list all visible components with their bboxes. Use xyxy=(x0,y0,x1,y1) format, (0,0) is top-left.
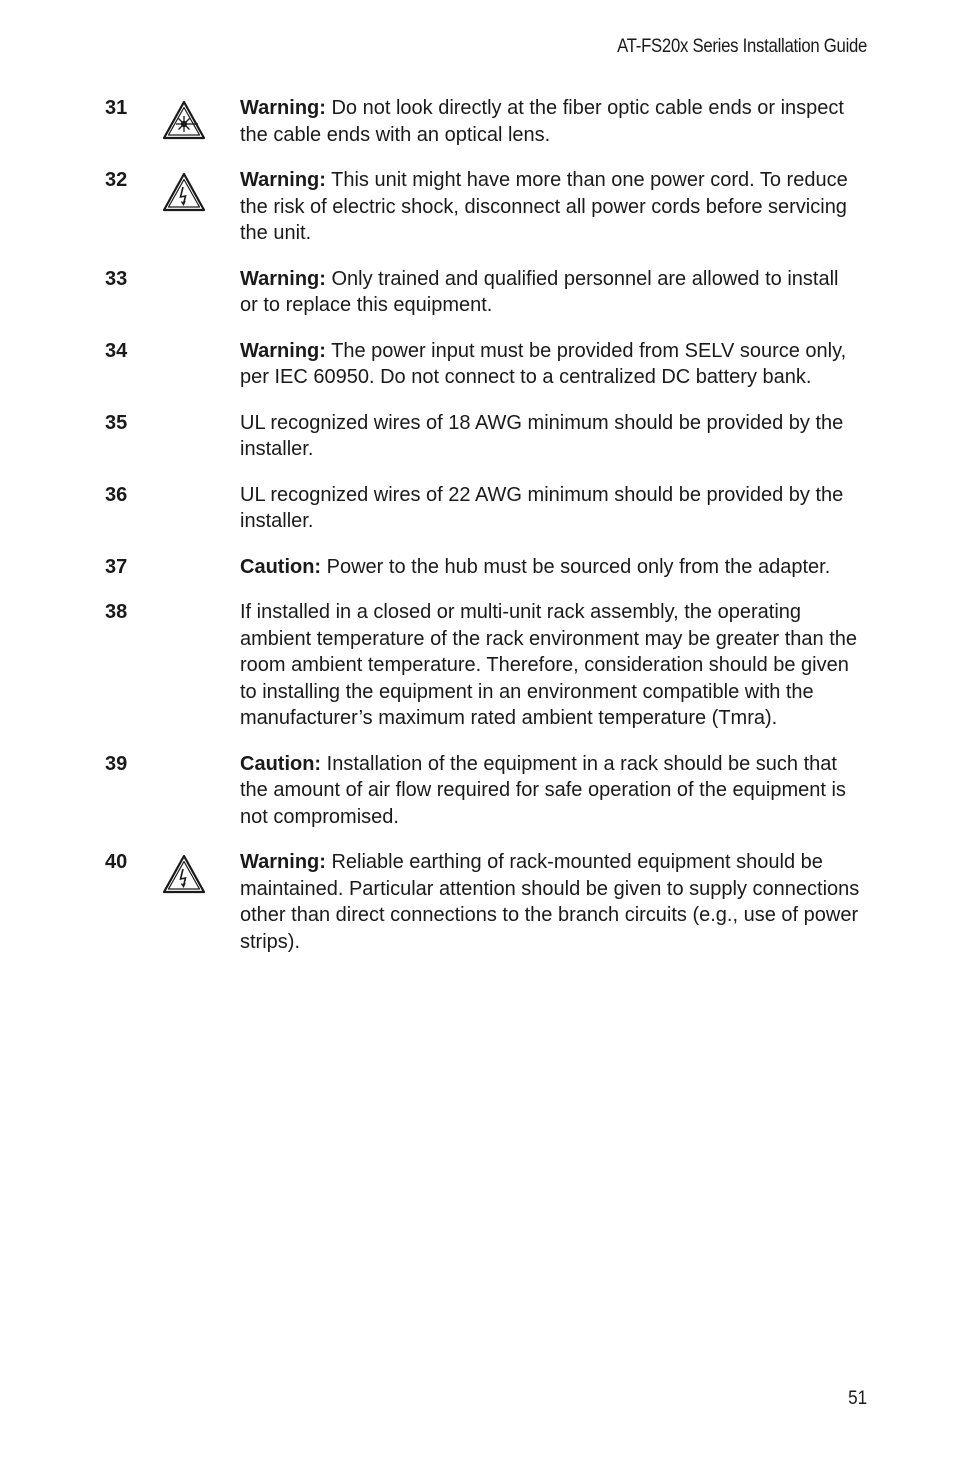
statement-text xyxy=(240,266,860,319)
statement-label: Warning: xyxy=(240,169,326,191)
statement-label: Warning: xyxy=(240,851,326,873)
statement-text xyxy=(240,482,860,535)
safety-statement xyxy=(0,95,954,148)
statement-body: Power to the hub must be sourced only from the adapter. xyxy=(321,555,831,578)
statement-body: Do not look directly at the fiber optic cable ends or inspect the cable ends with an optical lens. xyxy=(240,97,844,146)
statement-number: 33 xyxy=(105,267,128,290)
statement-number: 40 xyxy=(105,851,128,873)
electric-shock-warning-icon xyxy=(161,853,207,895)
safety-statement xyxy=(0,266,954,319)
statement-text xyxy=(240,167,860,247)
statement-body: Only trained and qualified personnel are allowed to install or to replace this equipment. xyxy=(240,267,839,316)
statement-body: UL recognized wires of 18 AWG minimum should be provided by the installer. xyxy=(240,411,844,460)
statement-text xyxy=(240,338,860,391)
statement-body: Reliable earthing of rack-mounted equipment should be maintained. Particular attention should be given to supply connections other than direct connections to the branch circuits (e.g., use of power strips). xyxy=(240,851,860,953)
statement-label: Warning: xyxy=(240,339,326,362)
safety-statements-list xyxy=(0,95,954,974)
statement-text xyxy=(240,751,860,831)
safety-statement xyxy=(0,751,954,831)
statement-body: Installation of the equipment in a rack should be such that the amount of air flow required for safe operation of the equipment is not compromised. xyxy=(240,752,846,828)
statement-label: Caution: xyxy=(240,752,322,775)
page-number: 51 xyxy=(847,1388,867,1409)
statement-number: 34 xyxy=(105,339,128,362)
laser-warning-icon xyxy=(161,99,207,141)
statement-number: 38 xyxy=(105,601,128,623)
statement-text xyxy=(240,410,860,463)
statement-text xyxy=(240,95,860,148)
safety-statement xyxy=(0,410,954,463)
electric-shock-warning-icon xyxy=(161,171,207,213)
safety-statement xyxy=(0,338,954,391)
safety-statement xyxy=(0,482,954,535)
statement-label: Warning: xyxy=(240,97,326,119)
safety-statement xyxy=(0,599,954,732)
statement-label: Caution: xyxy=(240,555,322,578)
statement-number: 36 xyxy=(105,483,128,506)
statement-number: 37 xyxy=(105,555,128,578)
statement-number: 32 xyxy=(105,169,128,191)
statement-body: The power input must be provided from SELV source only, per IEC 60950. Do not connect to a centralized DC battery bank. xyxy=(240,339,847,388)
statement-body: UL recognized wires of 22 AWG minimum should be provided by the installer. xyxy=(240,483,844,532)
statement-number: 31 xyxy=(105,97,128,119)
statement-text xyxy=(240,554,860,581)
safety-statement xyxy=(0,167,954,247)
statement-number: 39 xyxy=(105,752,128,775)
running-header: AT-FS20x Series Installation Guide xyxy=(616,36,867,57)
statement-text xyxy=(240,849,860,955)
statement-label: Warning: xyxy=(240,267,326,290)
statement-body: This unit might have more than one power cord. To reduce the risk of electric shock, disconnect all power cords before servicing the unit. xyxy=(240,169,848,244)
safety-statement xyxy=(0,554,954,581)
statement-text xyxy=(240,599,860,732)
safety-statement xyxy=(0,849,954,955)
statement-number: 35 xyxy=(105,411,128,434)
statement-body: If installed in a closed or multi-unit rack assembly, the operating ambient temperature of the rack environment may be greater than the room ambient temperature. Therefore, consideration should be given to installing the equipment in an environment compatible with the manufacturer’s maximum rated ambient temperature (Tmra). xyxy=(240,601,858,729)
